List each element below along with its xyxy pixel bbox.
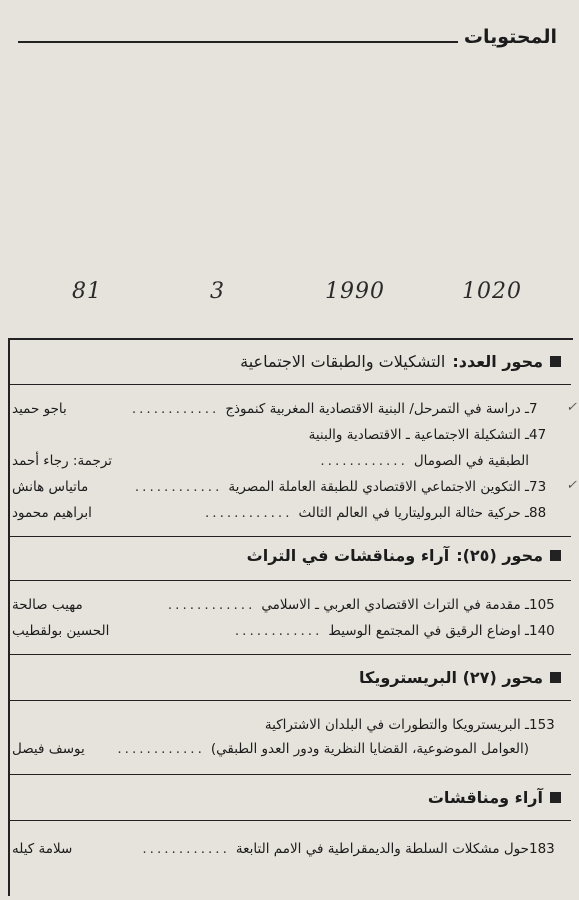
leader-dots: ............ bbox=[142, 841, 230, 857]
section-rule bbox=[8, 536, 571, 537]
section-heading bbox=[359, 668, 561, 687]
entry-title: ـ مقدمة في التراث الاقتصادي العربي ـ الاسلامي bbox=[261, 597, 529, 613]
watermark-logo bbox=[300, 52, 570, 242]
handwritten-number-1: 81 bbox=[72, 279, 102, 304]
contents-frame bbox=[8, 338, 573, 896]
entry-author: مهيب صالحة bbox=[12, 597, 83, 613]
section-label: محور (٢٥): bbox=[456, 546, 543, 565]
square-bullet-icon bbox=[550, 356, 561, 367]
pencil-mark-icon: ✓ bbox=[566, 478, 577, 493]
section-rule bbox=[8, 654, 571, 655]
toc-entry[interactable] bbox=[12, 620, 559, 642]
entry-page: 47 bbox=[529, 427, 547, 443]
entry-title: ـ التشكيلة الاجتماعية ـ الاقتصادية والبنية bbox=[308, 427, 529, 443]
entry-page: 105 bbox=[529, 597, 555, 613]
toc-entry[interactable] bbox=[12, 594, 559, 616]
section-rule bbox=[8, 384, 571, 385]
section-rule bbox=[8, 700, 571, 701]
toc-entry[interactable] bbox=[12, 838, 559, 860]
page-title: المحتويات bbox=[463, 26, 557, 48]
toc-entry[interactable] bbox=[12, 398, 559, 420]
entry-title: ـ دراسة في التمرحل/ البنية الاقتصادية المغربية كنموذج bbox=[225, 401, 529, 417]
section-heading bbox=[240, 352, 561, 371]
leader-dots: ............ bbox=[131, 401, 220, 417]
handwritten-number-4: 1020 bbox=[462, 279, 522, 304]
entry-author: الحسين بولقطيب bbox=[12, 623, 110, 639]
section-rule bbox=[8, 774, 571, 775]
section-label: محور (٢٧) البريسترويكا bbox=[359, 668, 543, 687]
toc-entry[interactable] bbox=[12, 476, 559, 498]
toc-entry[interactable] bbox=[12, 502, 559, 524]
leader-dots: ............ bbox=[204, 505, 293, 521]
entry-title: (العوامل الموضوعية، القضايا النظرية ودور العدو الطبقي) bbox=[210, 741, 529, 757]
section-rule bbox=[8, 820, 571, 821]
entry-author: ترجمة: رجاء أحمد bbox=[12, 453, 113, 469]
toc-entry[interactable] bbox=[12, 450, 559, 472]
handwritten-year: 1990 bbox=[325, 279, 385, 304]
section-rule bbox=[8, 580, 571, 581]
section-subtitle: التشكيلات والطبقات الاجتماعية bbox=[240, 352, 446, 371]
handwritten-number-2: 3 bbox=[210, 279, 225, 304]
pencil-mark-icon: ✓ bbox=[566, 400, 577, 415]
entry-author: ابراهيم محمود bbox=[12, 505, 92, 521]
header-rule bbox=[18, 41, 458, 43]
square-bullet-icon bbox=[550, 550, 561, 561]
entry-author: سلامة كيله bbox=[12, 841, 73, 857]
leader-dots: ............ bbox=[234, 623, 323, 639]
leader-dots: ............ bbox=[134, 479, 223, 495]
entry-title: الطبقية في الصومال bbox=[413, 453, 529, 469]
entry-title: ـ حركية حثالة البروليتاريا في العالم الثالث bbox=[298, 505, 529, 521]
square-bullet-icon bbox=[550, 672, 561, 683]
entry-author: يوسف فيصل bbox=[12, 741, 85, 757]
entry-page: 73 bbox=[529, 479, 547, 495]
entry-author: باجو حميد bbox=[12, 401, 67, 417]
toc-entry[interactable] bbox=[12, 424, 559, 446]
section-label: محور العدد: bbox=[452, 352, 543, 371]
entry-page: 153 bbox=[529, 717, 555, 733]
entry-page: 183 bbox=[529, 841, 555, 857]
entry-page: 88 bbox=[529, 505, 547, 521]
toc-entry[interactable] bbox=[12, 738, 559, 760]
section-subtitle: آراء ومناقشات في التراث bbox=[246, 546, 450, 565]
entry-title: ـ البريسترويكا والتطورات في البلدان الاشتراكية bbox=[264, 717, 529, 733]
entry-page: 7 bbox=[529, 401, 538, 417]
leader-dots: ............ bbox=[117, 741, 205, 757]
square-bullet-icon bbox=[550, 792, 561, 803]
leader-dots: ............ bbox=[320, 453, 408, 469]
toc-entry[interactable] bbox=[12, 714, 559, 736]
entry-title: ـ اوضاع الرقيق في المجتمع الوسيط bbox=[328, 623, 529, 639]
section-heading bbox=[247, 546, 561, 565]
section-label: آراء ومناقشات bbox=[427, 788, 543, 807]
entry-author: ماتياس هانش bbox=[12, 479, 89, 495]
leader-dots: ............ bbox=[167, 597, 256, 613]
entry-title: ـ التكوين الاجتماعي الاقتصادي للطبقة العاملة المصرية bbox=[228, 479, 529, 495]
section-heading bbox=[428, 788, 561, 807]
entry-title: حول مشكلات السلطة والديمقراطية في الامم التابعة bbox=[235, 841, 529, 857]
entry-page: 140 bbox=[529, 623, 555, 639]
